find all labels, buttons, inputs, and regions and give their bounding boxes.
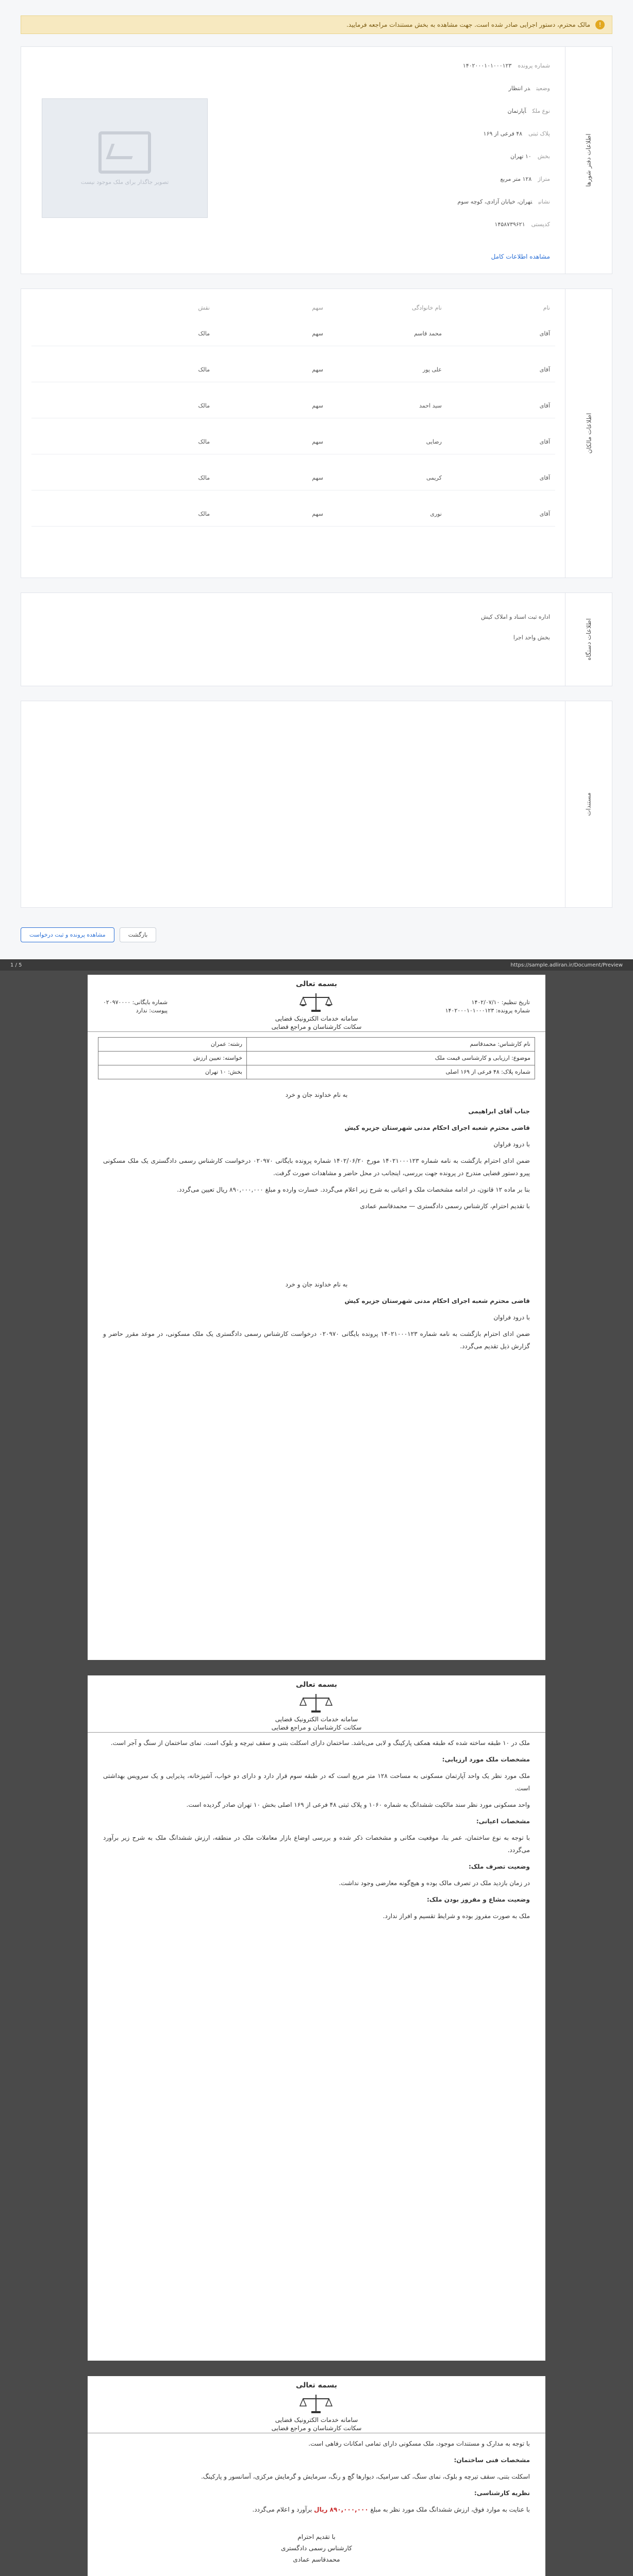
estate-field: کدپستی۱۴۵۸۷۳۹۶۲۱: [494, 221, 550, 228]
photo-caption: تصویر جاگذار برای ملک موجود نیست: [80, 178, 169, 185]
owners-cell: مالک: [198, 330, 210, 337]
docs-section-label: مستندات: [565, 701, 612, 907]
device-card: [21, 592, 612, 686]
page-header: بسمه تعالی سامانه خدمات الکترونیک قضایی سکانت کارشناسان و مراجع قضایی تاریخ تنظیم: ۱۴۰۲/۰۷/۱۰ شماره پرونده: ۱۴۰۲۰۰۰۱۰۱۰۰۰۱۲۳ شماره بایگانی: ۰۲۰۹۷۰۰۰۰ پیوست: ندارد: [88, 975, 545, 1032]
estate-field: وضعیتدر انتظار: [508, 85, 550, 92]
page-body: به نام خداوند جان و خرد جناب آقای ابراهیمی قاضی محترم شعبه اجرای احکام مدنی شهرستان جزیره کیش با درود فراوان ضمن ادای احترام بازگشت به نامه شماره ۱۴۰۲۱۰۰۰۱۲۳ مورخ ۱۴۰۲/۰۶/۲۰ شماره پرونده بایگانی ۰۲۰۹۷۰ درخواست کارشناس رسمی دادگستری یک ملک مسکونی پیرو دستور قضایی مندرج در پرونده جهت بررسی، اینجانب در محل حاضر و مشاهدات صورت گرفت. بنا بر ماده ۱۲ قانون، در ادامه مشخصات ملک و اعیانی به شرح زیر اعلام می‌گردد. خسارت وارده و مبلغ ۸۹۰,۰۰۰,۰۰۰ ریال تعیین می‌گردد. با تقدیم احترام، کارشناس رسمی دادگستری — محمدقاسم عمادی به نام خداوند جان و خرد قاضی محترم شعبه اجرای احکام مدنی شهرستان جزیره کیش با درود فراوان ضمن ادای احترام بازگشت به نامه شماره ۱۴۰۲۱۰۰۰۱۲۳ پرونده بایگانی ۰۲۰۹۷۰ درخواست کارشناس رسمی دادگستری یک ملک مسکونی، در موعد مقرر حاضر و گزارش ذیل تقدیم می‌گردد.: [103, 1091, 530, 1350]
estate-field: شماره پرونده۱۴۰۲۰۰۰۱۰۱۰۰۰۱۲۳: [462, 62, 550, 69]
valuation-amount: ۸۹۰,۰۰۰,۰۰۰ ریال: [314, 2506, 369, 2513]
owners-cell: محمد قاسم: [414, 330, 442, 337]
scales-emblem-icon: [299, 992, 333, 1013]
owners-cell: نوری: [430, 511, 442, 517]
document-page-2: [88, 1675, 545, 2361]
page-body: با توجه به مدارک و مستندات موجود، ملک مسکونی دارای تمامی امکانات رفاهی است. مشخصات فنی ساختمان: اسکلت بتنی، سقف تیرچه و بلوک، نمای سنگ، کف سرامیک، دیوارها گچ و رنگ، سرمایش و گرمایش مرکزی، آسانسور و پارکینگ. نظریه کارشناسی: با عنایت به موارد فوق، ارزش ششدانگ ملک مورد نظر به مبلغ ۸۹۰,۰۰۰,۰۰۰ ریال برآورد و اعلام می‌گردد. با تقدیم احترام کارشناس رسمی دادگستری محمدقاسم عمادی: [88, 2433, 545, 2569]
document-page-1: [88, 975, 545, 1660]
owners-cell: سید احمد: [419, 402, 442, 409]
row-divider: [31, 526, 555, 527]
warning-icon: !: [595, 20, 605, 29]
owners-card: [21, 289, 612, 578]
owners-cell: آقای: [539, 511, 550, 517]
owners-cell: آقای: [539, 366, 550, 373]
status-alert: [21, 15, 612, 34]
device-row-1: اداره ثبت اسناد و املاک کیش: [481, 614, 550, 620]
owners-cell: مالک: [198, 438, 210, 445]
confirm-button[interactable]: مشاهده پرونده و ثبت درخواست: [21, 927, 114, 942]
estate-field: بخش۱۰ تهران: [510, 153, 550, 160]
docs-card: [21, 701, 612, 908]
owners-cell: سهم: [312, 330, 323, 337]
signature-block: با تقدیم احترام کارشناس رسمی دادگستری محمدقاسم عمادی: [281, 2533, 352, 2563]
owners-cell: سهم: [312, 474, 323, 481]
estate-field: متراژ۱۲۸ متر مربع: [500, 176, 550, 182]
viewer-toolbar: [0, 959, 633, 971]
cancel-button[interactable]: بازگشت: [120, 927, 157, 942]
image-icon: [98, 131, 151, 174]
owners-cell: سهم: [312, 438, 323, 445]
owners-column-header: نام: [543, 304, 550, 311]
owners-cell: علی پور: [423, 366, 442, 373]
owners-cell: کریمی: [426, 474, 442, 481]
page-indicator: 1 / 5: [10, 962, 22, 968]
document-viewer[interactable]: [0, 959, 633, 2576]
page-header: بسمه تعالی سامانه خدمات الکترونیک قضایی سکانت کارشناسان و مراجع قضایی: [88, 1675, 545, 1733]
owners-cell: مالک: [198, 474, 210, 481]
owners-column-header: نام خانوادگی: [412, 304, 442, 311]
estate-field: نشانیتهران، خیابان آزادی، کوچه سوم: [457, 198, 550, 205]
estate-section-label: اطلاعات دفتر شورها: [565, 47, 612, 274]
scales-emblem-icon: [299, 1693, 333, 1714]
document-page-3: [88, 2376, 545, 2576]
alert-text: مالک محترم، دستور اجرایی صادر شده است. جهت مشاهده به بخش مستندات مراجعه فرمایید.: [346, 21, 590, 28]
device-row-2: بخش واحد اجرا: [513, 634, 550, 641]
case-details-panel: [0, 0, 633, 959]
estate-photo-placeholder: [42, 98, 208, 218]
owners-cell: رضایی: [426, 438, 442, 445]
owners-cell: سهم: [312, 402, 323, 409]
page-body: ملک در ۱۰ طبقه ساخته شده که طبقه همکف پارکینگ و لابی می‌باشد. ساختمان دارای اسکلت بتنی و سقف تیرچه و بلوک است. نمای ساختمان از سنگ و آجر است. مشخصات ملک مورد ارزیابی: ملک مورد نظر یک واحد آپارتمان مسکونی به مساحت ۱۲۸ متر مربع است که در طبقه سوم قرار دارد و دارای دو خواب، آشپزخانه، پذیرایی و یک سرویس بهداشتی است. واحد مسکونی مورد نظر سند مالکیت ششدانگ به شماره ۱۰۶۰ و پلاک ثبتی ۴۸ فرعی از ۱۶۹ اصلی بخش ۱۰ تهران صادر گردیده است. مشخصات اعیانی: با توجه به نوع ساختمان، عمر بنا، موقعیت مکانی و مشخصات ذکر شده و بررسی اوضاع بازار معاملات ملک در منطقه، ارزش ششدانگ ملک به شرح زیر برآورد می‌گردد. وضعیت تصرف ملک: در زمان بازدید ملک در تصرف مالک بوده و هیچ‌گونه معارضی وجود نداشت. وضعیت مشاع و مفروز بودن ملک: ملک به صورت مفروز بوده و شرایط تقسیم و افراز ندارد.: [103, 1739, 530, 1920]
document-url: https://sample.adliran.ir/Document/Preview: [510, 962, 623, 968]
owners-cell: آقای: [539, 402, 550, 409]
owners-cell: آقای: [539, 474, 550, 481]
case-info-table: نام کارشناس: محمدقاسم رشته: عمران موضوع: ارزیابی و کارشناسی قیمت ملک خواسته: تعیین ارزش شماره پلاک: ۴۸ فرعی از ۱۶۹ اصلی بخش: ۱۰ تهران: [98, 1037, 535, 1079]
device-section-label: اطلاعات دستگاه: [565, 593, 612, 686]
page-header: بسمه تعالی سامانه خدمات الکترونیک قضایی سکانت کارشناسان و مراجع قضایی: [88, 2376, 545, 2433]
owners-column-header: نقش: [198, 304, 210, 311]
show-full-info-link[interactable]: مشاهده اطلاعات کامل: [491, 253, 550, 260]
owners-section-label: اطلاعات مالکان: [565, 289, 612, 578]
owners-cell: سهم: [312, 511, 323, 517]
owners-cell: مالک: [198, 402, 210, 409]
estate-field: پلاک ثبتی۴۸ فرعی از ۱۶۹: [483, 130, 550, 137]
owners-column-header: سهم: [312, 304, 323, 311]
owners-cell: سهم: [312, 366, 323, 373]
owners-cell: مالک: [198, 366, 210, 373]
owners-cell: آقای: [539, 438, 550, 445]
owners-cell: مالک: [198, 511, 210, 517]
scales-emblem-icon: [299, 2394, 333, 2414]
owners-cell: آقای: [539, 330, 550, 337]
estate-field: نوع ملکآپارتمان: [507, 108, 550, 114]
estate-info-card: [21, 46, 612, 274]
